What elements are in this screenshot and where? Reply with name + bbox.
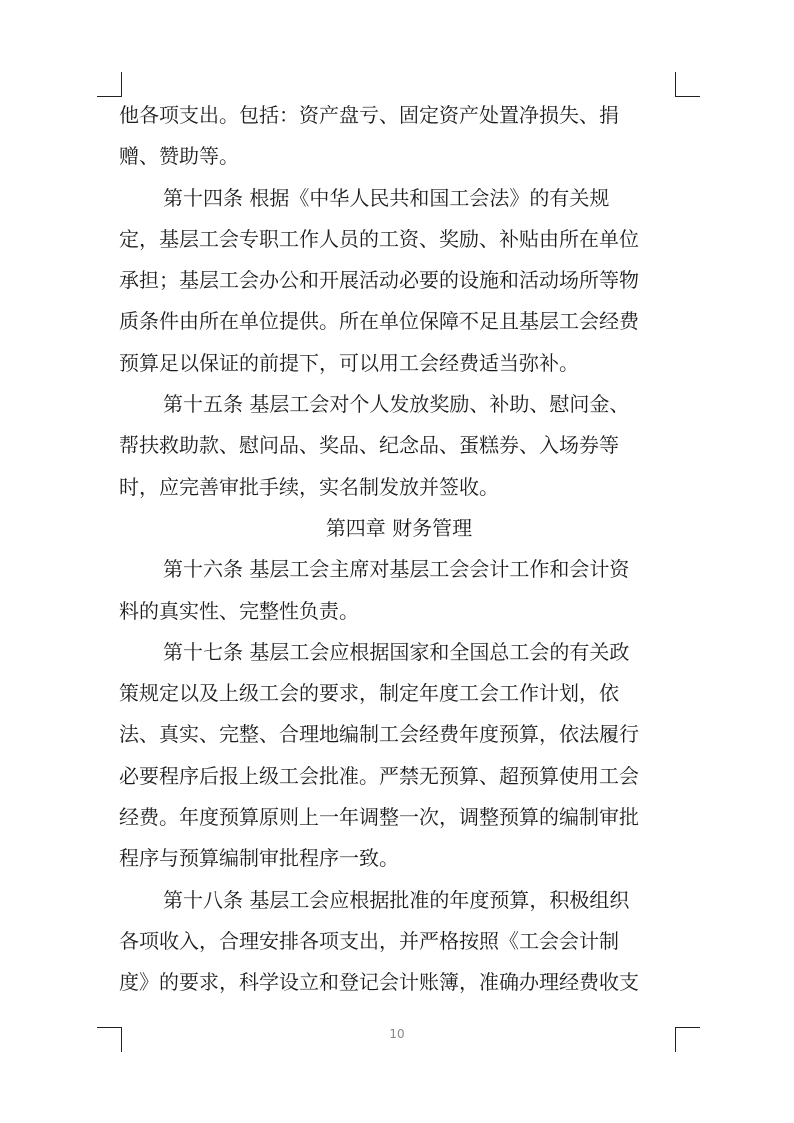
text-line: 定，基层工会专职工作人员的工资、奖励、补贴由所在单位: [119, 226, 639, 251]
text-line: 策规定以及上级工会的要求，制定年度工会工作计划，依: [119, 681, 619, 706]
text-line: 法、真实、完整、合理地编制工会经费年度预算，依法履行: [119, 722, 639, 747]
text-line: 必要程序后报上级工会批准。严禁无预算、超预算使用工会: [119, 763, 639, 788]
crop-mark-top-left: [97, 72, 122, 97]
text-line: 质条件由所在单位提供。所在单位保障不足且基层工会经费: [119, 309, 639, 334]
article-18: 第十八条 基层工会应根据批准的年度预算，积极组织: [163, 887, 630, 912]
article-16: 第十六条 基层工会主席对基层工会会计工作和会计资: [163, 557, 630, 582]
text-line: 时，应完善审批手续，实名制发放并签收。: [119, 474, 499, 499]
text-line: 经费。年度预算原则上一年调整一次，调整预算的编制审批: [119, 805, 639, 830]
page-body: [119, 95, 679, 1004]
article-14: 第十四条 根据《中华人民共和国工会法》的有关规: [163, 185, 610, 210]
page-number: 10: [389, 1027, 405, 1041]
text-line: 帮扶救助款、慰问品、奖品、纪念品、蛋糕券、入场券等: [119, 433, 619, 458]
text-line: 赠、赞助等。: [119, 144, 239, 169]
text-line: 度》的要求，科学设立和登记会计账簿，准确办理经费收支: [119, 970, 639, 995]
crop-mark-top-right: [675, 72, 700, 97]
text-line: 预算足以保证的前提下，可以用工会经费适当弥补。: [119, 350, 579, 375]
text-line: 各项收入，合理安排各项支出，并严格按照《工会会计制: [119, 928, 619, 953]
text-line: 料的真实性、完整性负责。: [119, 598, 359, 623]
text-line: 他各项支出。包括：资产盘亏、固定资产处置净损失、捐: [119, 103, 619, 127]
chapter-heading: 第四章 财务管理: [325, 515, 473, 540]
article-15: 第十五条 基层工会对个人发放奖励、补助、慰问金、: [163, 392, 630, 417]
article-17: 第十七条 基层工会应根据国家和全国总工会的有关政: [163, 639, 630, 664]
text-line: 承担；基层工会办公和开展活动必要的设施和活动场所等物: [119, 268, 639, 293]
text-line: 程序与预算编制审批程序一致。: [119, 846, 399, 871]
